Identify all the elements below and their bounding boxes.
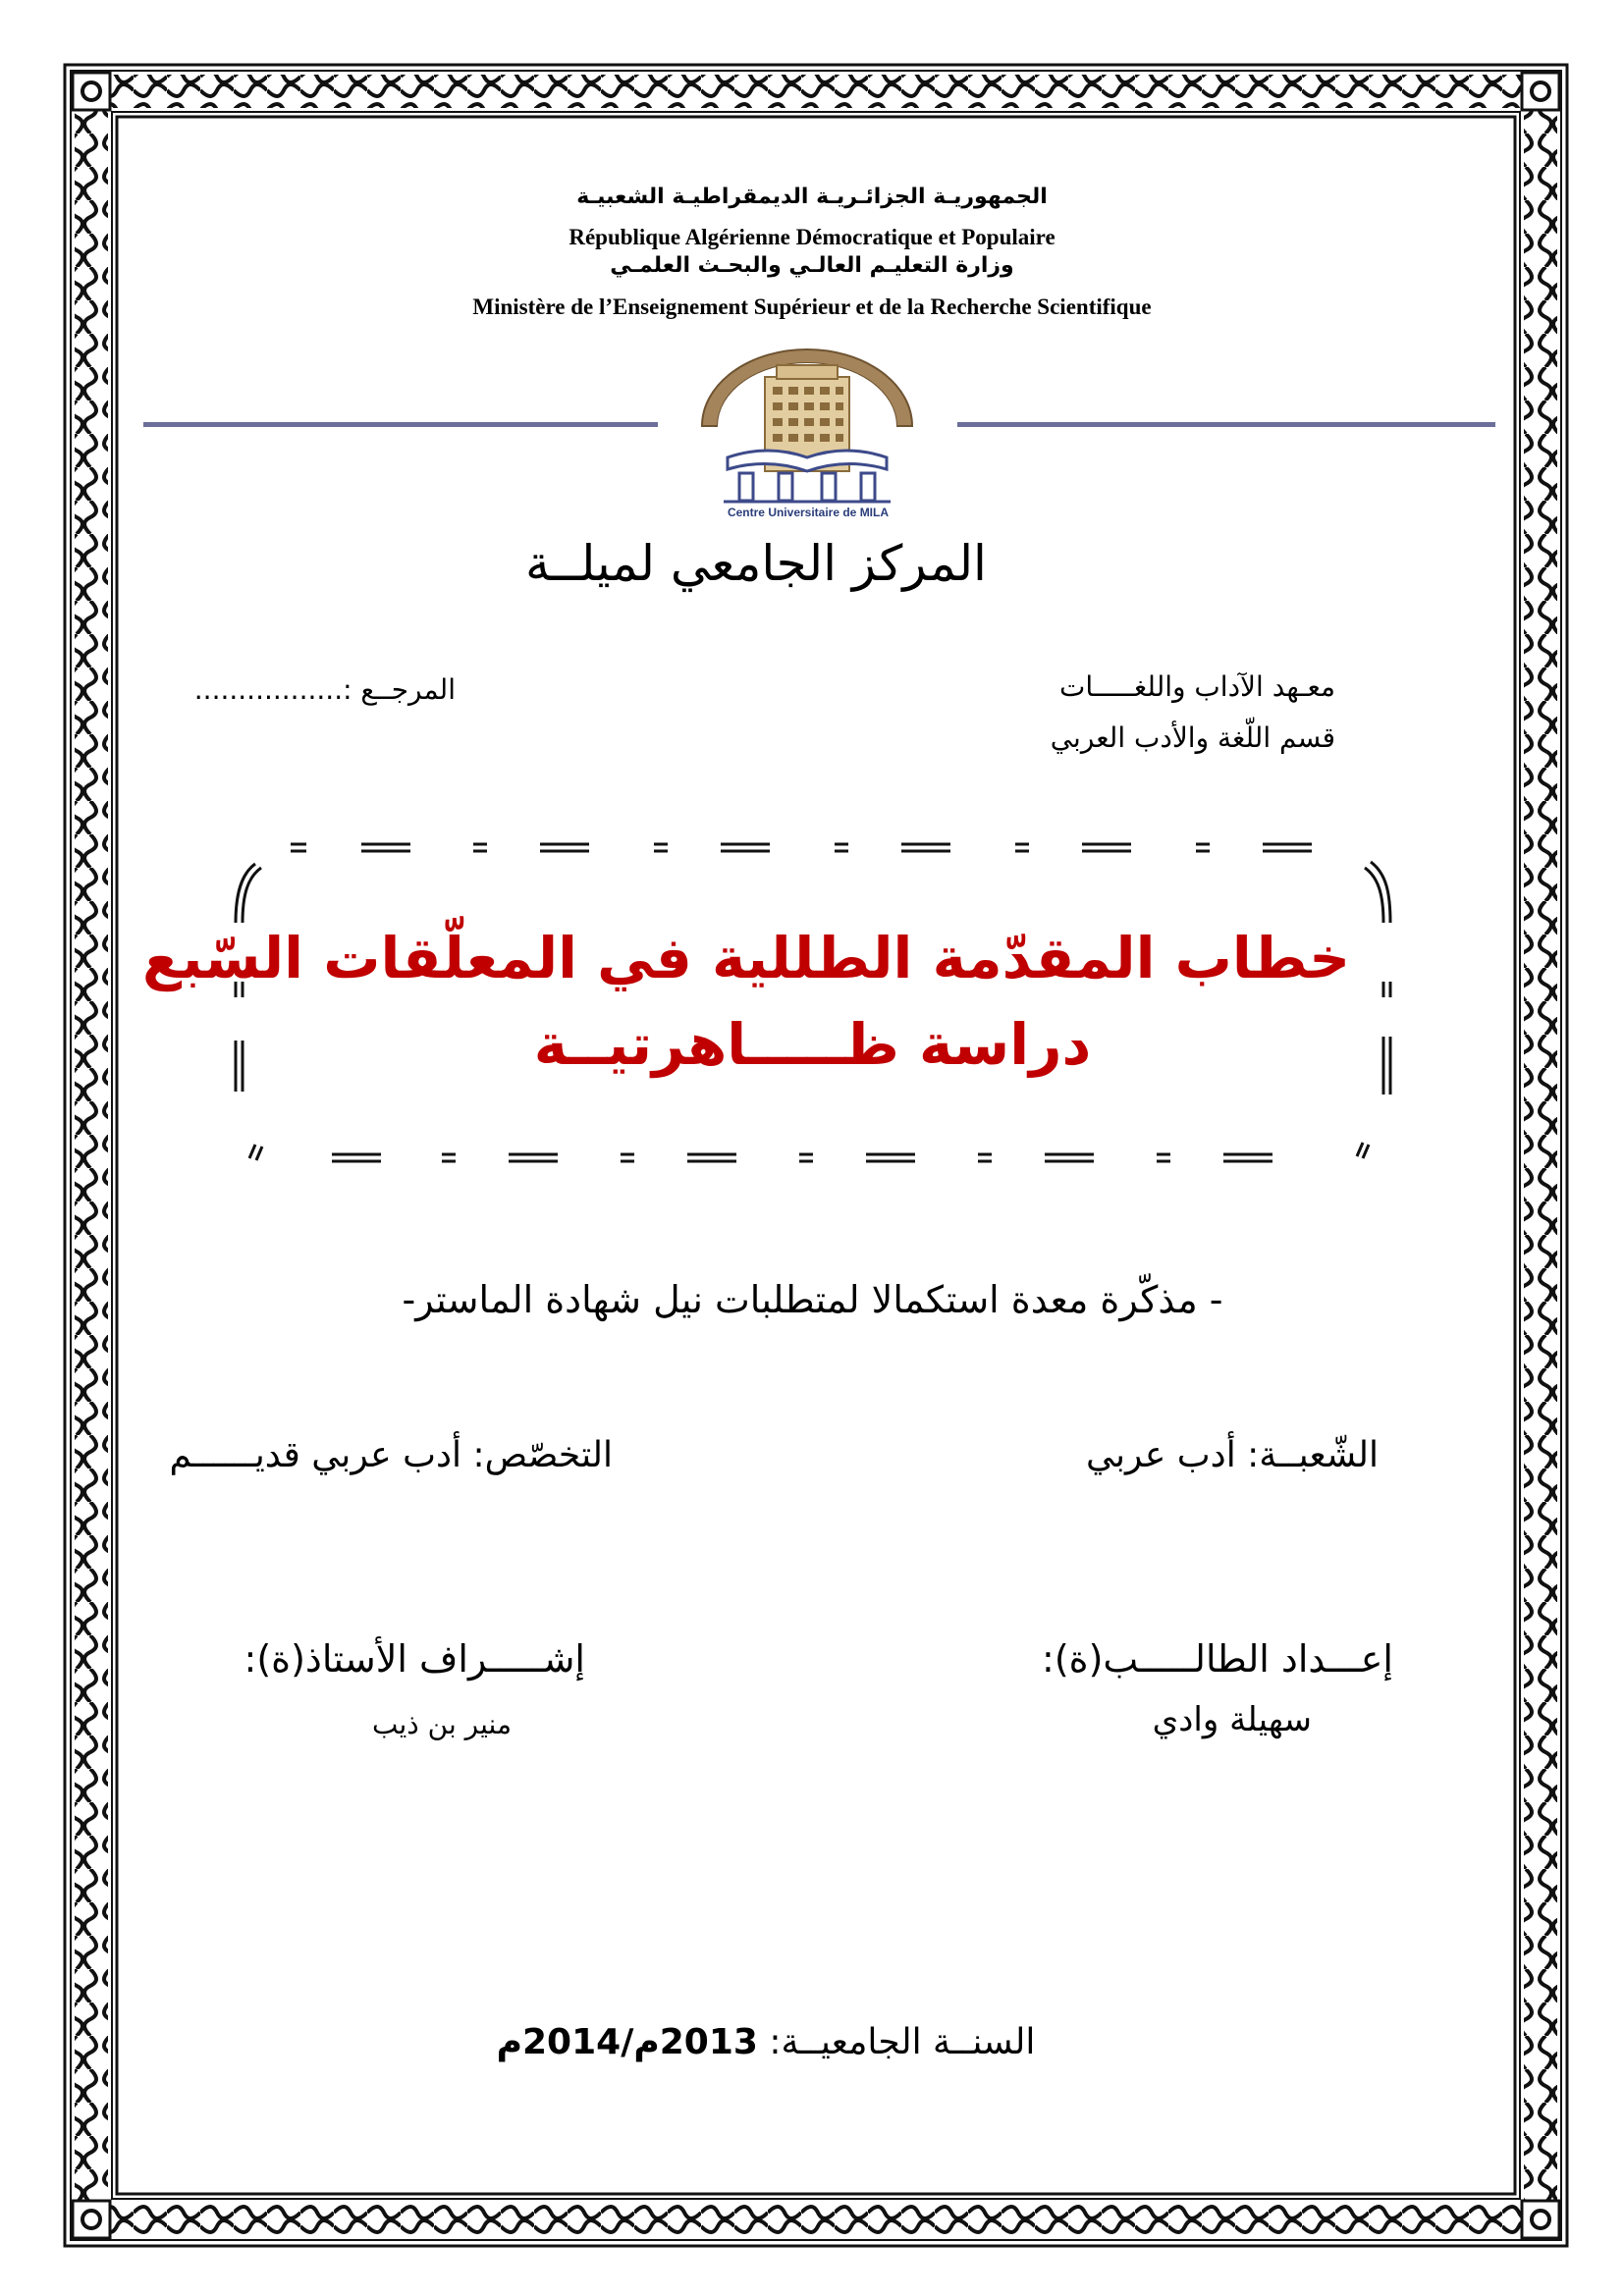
student-label: إعـــداد الطالـــــب(ة):: [1042, 1637, 1393, 1681]
republic-arabic: الجمهوريـة الجزائـريـة الديمقراطيـة الشعبيـة: [576, 185, 1048, 209]
thesis-title-line2: دراسة ظـــــاهرتيــة: [533, 1011, 1092, 1078]
academic-year: [491, 2022, 1041, 2062]
student-name: سهيلة وادي: [1152, 1700, 1312, 1739]
thesis-title-line1: خطاب المقدّمة الطللية في المعلّقات السّبع: [142, 925, 1350, 991]
academic-year-label: السنــة الجامعيــة:: [757, 2022, 1036, 2062]
supervisor-name: منير بن ذيب: [371, 1708, 512, 1740]
thesis-subtitle: - مذكّرة معدة استكمالا لمتطلبات نيل شهادة الماستر-: [402, 1278, 1223, 1321]
academic-year-value: 2013م/2014م: [496, 2022, 758, 2062]
republic-french: République Algérienne Démocratique et Populaire: [568, 225, 1056, 249]
department-name: قسم اللّغة والأدب العربي: [1050, 721, 1335, 754]
branch-field: الشّعبــة: أدب عربي: [1085, 1435, 1379, 1475]
ministry-french: Ministère de l’Enseignement Supérieur et de la Recherche Scientifique: [472, 294, 1152, 319]
logo-caption: Centre Universitaire de MILA: [727, 506, 890, 519]
specialty-field: التخصّص: أدب عربي قديــــــم: [169, 1435, 613, 1475]
divider-right: [957, 422, 1495, 427]
institute-name: معـهد الآداب واللغـــــات: [1059, 670, 1335, 703]
reference-field: المرجــع :.................: [193, 673, 456, 706]
divider-left: [143, 422, 658, 427]
supervisor-label: إشـــــراف الأستاذ(ة):: [244, 1637, 585, 1681]
title-frame: [142, 834, 1402, 1168]
ministry-arabic: وزارة التعليـم العالـي والبحـث العلمـي: [610, 253, 1014, 278]
university-center-name: المركز الجامعي لميلــة: [525, 535, 987, 592]
